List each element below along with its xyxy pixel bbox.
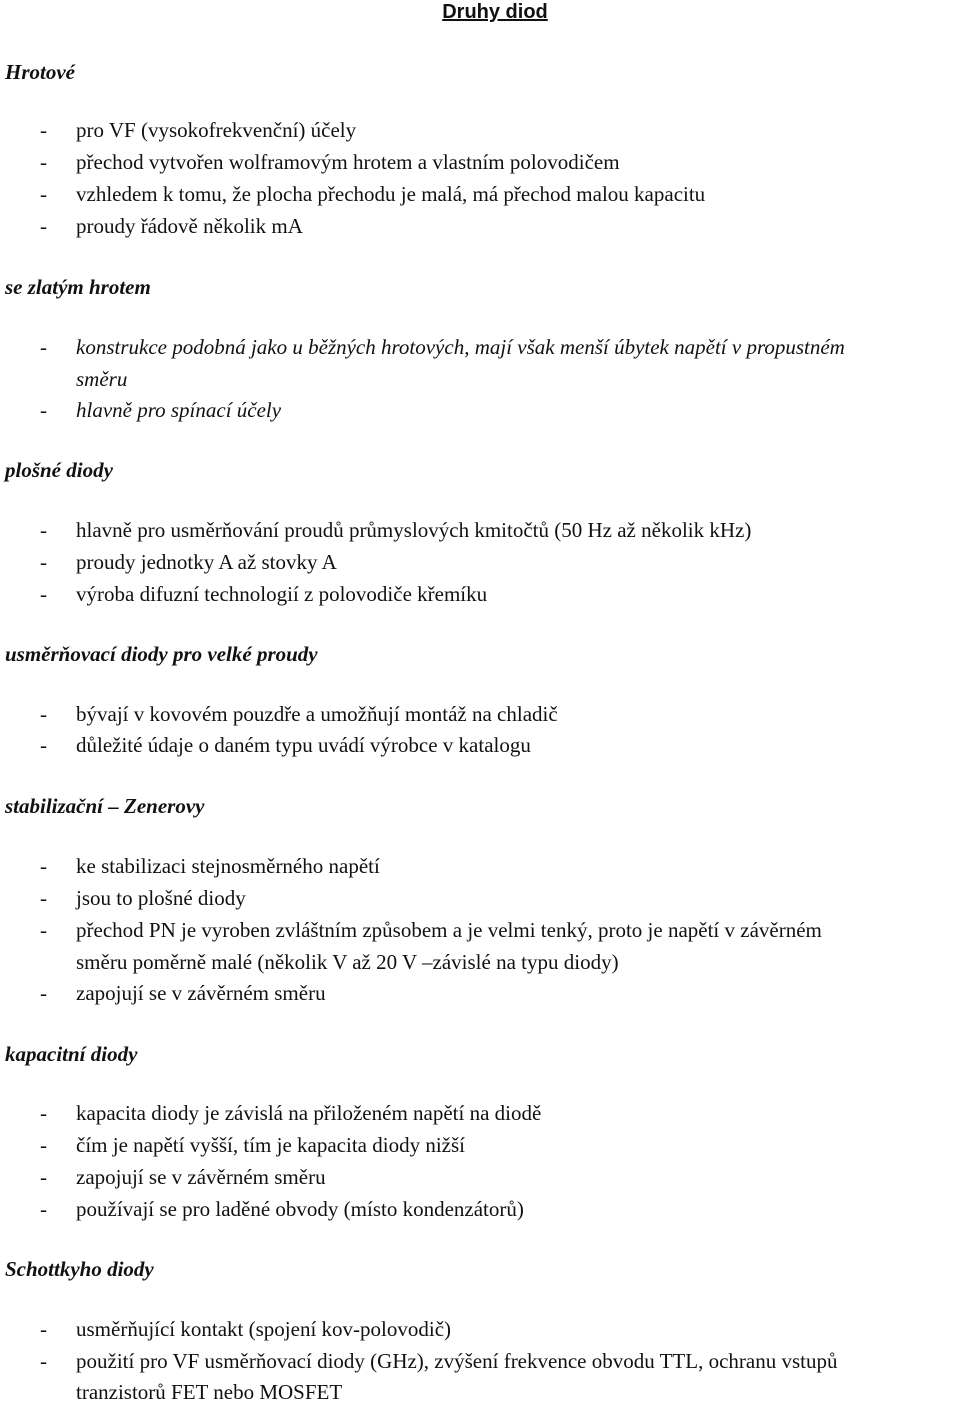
bullet-dash: - [40,1197,47,1221]
section-heading-hrotove: Hrotové [5,60,75,84]
bullet-dash: - [40,1165,47,1189]
list-item [40,729,531,761]
section-heading-rectifier: usměrňovací diody pro velké proudy [5,642,318,666]
list-item [40,114,356,146]
bullet-dash: - [40,182,47,206]
list-item-text: zapojují se v závěrném směru [76,1165,326,1189]
bullet-dash: - [40,702,47,726]
list-item [40,210,303,242]
list-item [40,146,620,178]
bullet-dash: - [40,398,47,422]
list-item [40,178,705,210]
list-item [40,977,326,1009]
bullet-dash: - [40,214,47,238]
bullet-dash: - [40,1349,47,1373]
section-heading-gold-tip: se zlatým hrotem [5,275,151,299]
bullet-dash: - [40,1133,47,1157]
list-item-text: kapacita diody je závislá na přiloženém napětí na diodě [76,1101,542,1125]
section-heading-schottky: Schottkyho diody [5,1257,154,1281]
list-item [40,1345,837,1377]
list-item-text: přechod PN je vyroben zvláštním způsobem a je velmi tenký, proto je napětí v závěrném [76,918,822,942]
list-item-continuation: směru [76,367,128,391]
list-item [40,882,246,914]
bullet-dash: - [40,918,47,942]
list-item-text: konstrukce podobná jako u běžných hrotových, mají však menší úbytek napětí v propustném [76,335,845,359]
bullet-dash: - [40,518,47,542]
list-item-text: výroba difuzní technologií z polovodiče křemíku [76,582,488,606]
list-item-text: používají se pro laděné obvody (místo kondenzátorů) [76,1197,524,1221]
list-item [40,514,751,546]
section-heading-varicap: kapacitní diody [5,1042,138,1066]
list-item-text: ke stabilizaci stejnosměrného napětí [76,854,380,878]
list-item-continuation: směru poměrně malé (několik V až 20 V –závislé na typu diody) [76,950,619,974]
list-item-text: čím je napětí vyšší, tím je kapacita diody nižší [76,1133,465,1157]
list-item-text: vzhledem k tomu, že plocha přechodu je malá, má přechod malou kapacitu [76,182,706,206]
section-heading-planar: plošné diody [5,458,113,482]
bullet-dash: - [40,1317,47,1341]
list-item-text: hlavně pro usměrňování proudů průmyslových kmitočtů (50 Hz až několik kHz) [76,518,752,542]
list-item-text: hlavně pro spínací účely [76,398,282,422]
list-item [40,578,487,610]
bullet-dash: - [40,550,47,574]
list-item [40,331,845,363]
list-item-continuation: tranzistorů FET nebo MOSFET [76,1380,343,1404]
bullet-dash: - [40,733,47,757]
list-item [40,914,822,946]
page-title: Druhy diod [442,1,548,23]
bullet-dash: - [40,150,47,174]
bullet-dash: - [40,886,47,910]
bullet-dash: - [40,118,47,142]
list-item-text: přechod vytvořen wolframovým hrotem a vlastním polovodičem [76,150,620,174]
list-item [40,1129,465,1161]
bullet-dash: - [40,981,47,1005]
list-item-text: zapojují se v závěrném směru [76,981,326,1005]
list-item-text: důležité údaje o daném typu uvádí výrobce v katalogu [76,733,531,757]
list-item-text: proudy jednotky A až stovky A [76,550,337,574]
bullet-dash: - [40,1101,47,1125]
list-item [40,1097,541,1129]
bullet-dash: - [40,854,47,878]
list-item [40,1313,451,1345]
section-heading-zener: stabilizační – Zenerovy [5,794,205,818]
list-item [40,698,558,730]
bullet-dash: - [40,582,47,606]
list-item [40,1193,524,1225]
bullet-dash: - [40,335,47,359]
list-item [40,394,281,426]
list-item-text: usměrňující kontakt (spojení kov-polovodič) [76,1317,452,1341]
list-item [40,850,380,882]
list-item [40,546,337,578]
list-item-text: jsou to plošné diody [76,886,246,910]
list-item [40,1161,326,1193]
list-item-text: pro VF (vysokofrekvenční) účely [76,118,357,142]
list-item-text: bývají v kovovém pouzdře a umožňují montáž na chladič [76,702,558,726]
list-item-text: použití pro VF usměrňovací diody (GHz), zvýšení frekvence obvodu TTL, ochranu vstupů [76,1349,838,1373]
list-item-text: proudy řádově několik mA [76,214,303,238]
